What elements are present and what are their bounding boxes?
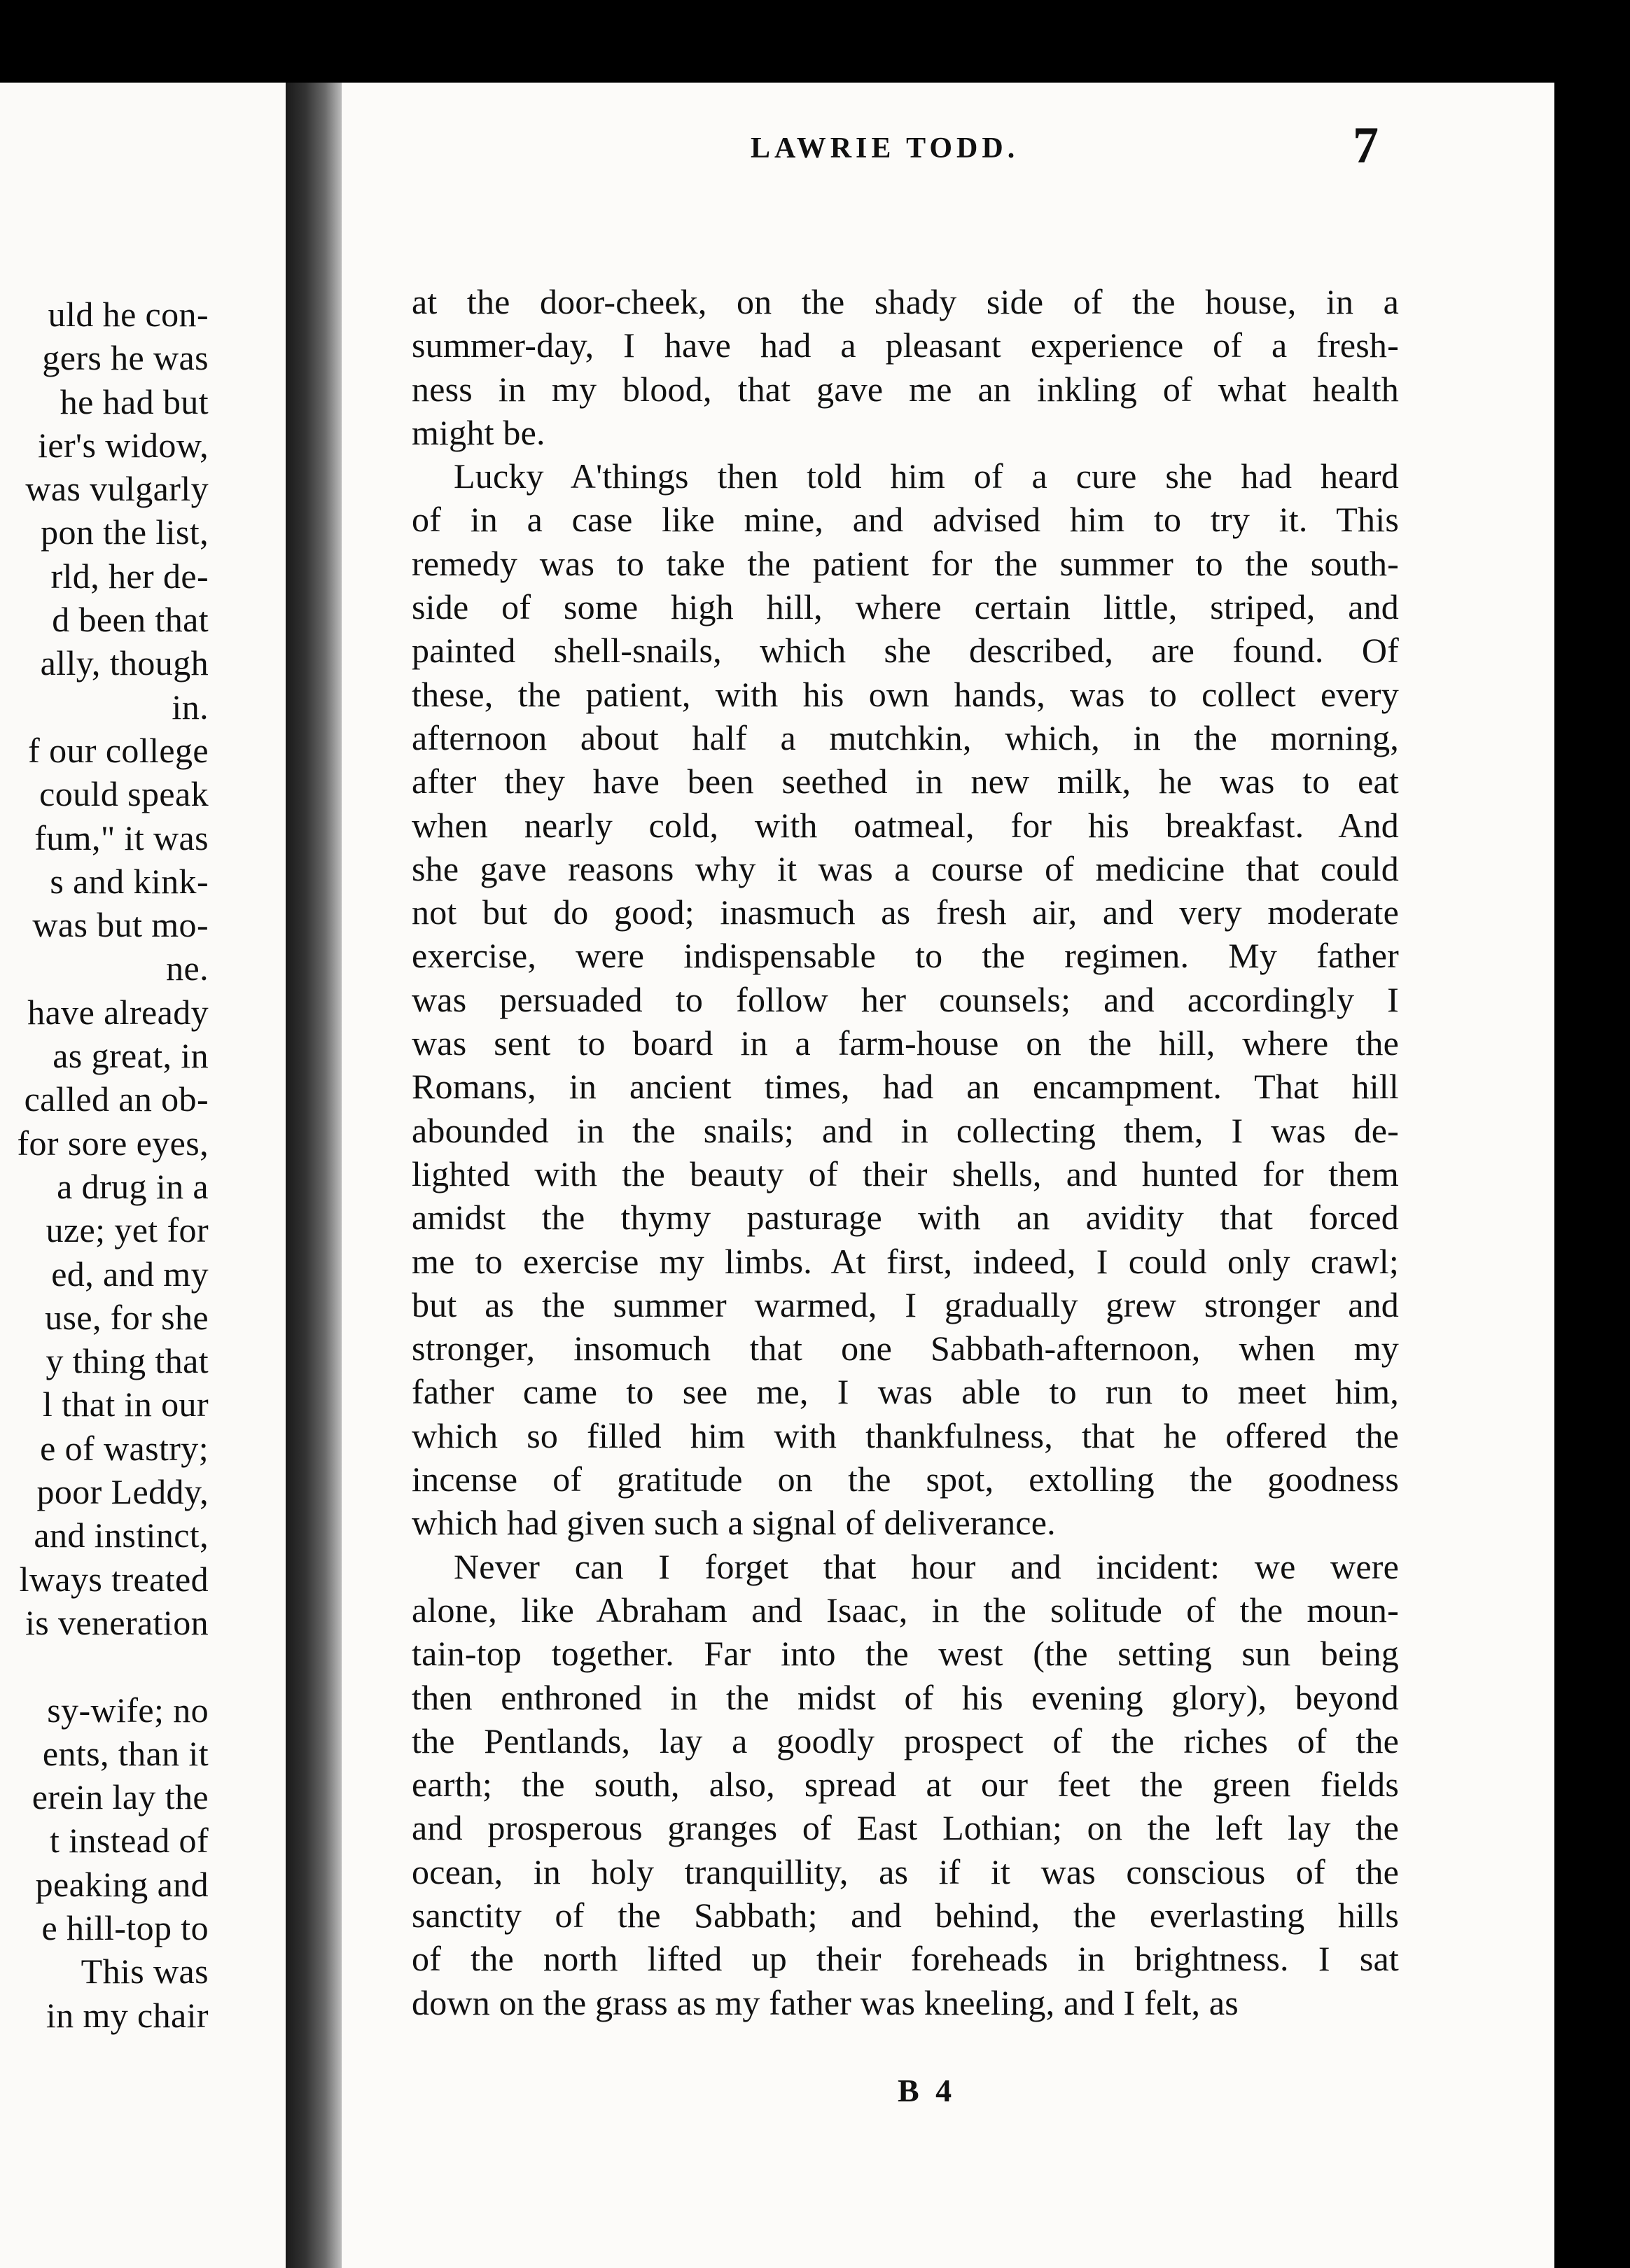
left-page-line: as great, in (53, 1036, 209, 1076)
body-line: sanctity of the Sabbath; and behind, the everlasting hills (412, 1895, 1399, 1935)
left-page-line: was but mo- (32, 905, 209, 945)
body-line: Never can I forget that hour and incident: we were (454, 1546, 1399, 1586)
left-page-line: called an ob- (24, 1079, 209, 1119)
body-line: might be. (412, 412, 545, 452)
body-line: Romans, in ancient times, had an encampment. That hill (412, 1067, 1399, 1107)
body-line: these, the patient, with his own hands, was to collect every (412, 674, 1399, 714)
body-line: Lucky A'things then told him of a cure she had heard (454, 456, 1399, 496)
left-page (0, 83, 286, 2268)
body-line: then enthroned in the midst of his evening glory), beyond (412, 1677, 1399, 1717)
left-page-line: ally, though (40, 643, 209, 683)
left-page-line (17, 1644, 209, 1688)
left-page-line: rld, her de- (50, 556, 209, 596)
left-page-line: lways treated (19, 1559, 209, 1599)
body-line: me to exercise my limbs. At first, indeed, I could only crawl; (412, 1241, 1399, 1281)
left-page-line: use, for she (45, 1297, 209, 1337)
body-line: lighted with the beauty of their shells, and hunted for them (412, 1154, 1399, 1194)
body-line: incense of gratitude on the spot, extolling the goodness (412, 1460, 1399, 1499)
body-line: of in a case like mine, and advised him to try it. This (412, 500, 1399, 540)
left-page-line: a drug in a (57, 1166, 209, 1206)
body-line: remedy was to take the patient for the summer to the south- (412, 543, 1399, 583)
body-line: of the north lifted up their foreheads in brightness. I sat (412, 1939, 1399, 1979)
left-page-line: f our college (28, 730, 209, 770)
left-page-line: y thing that (46, 1341, 209, 1381)
left-page-line: sy-wife; no (47, 1690, 209, 1730)
body-line: alone, like Abraham and Isaac, in the solitude of the moun- (412, 1590, 1399, 1630)
left-page-line: in. (172, 687, 209, 727)
left-page-line: uld he con- (48, 295, 209, 334)
body-line: ocean, in holy tranquillity, as if it was conscious of the (412, 1851, 1399, 1891)
left-page-line: in my chair (46, 1995, 209, 2035)
left-page-line: l that in our (42, 1385, 209, 1424)
body-line: at the door-cheek, on the shady side of the house, in a (412, 282, 1399, 321)
body-line: ness in my blood, that gave me an inkling of what health (412, 369, 1399, 409)
left-page-line: for sore eyes, (17, 1123, 209, 1163)
book-gutter (286, 83, 342, 2268)
left-page-line: could speak (39, 774, 209, 814)
left-page-line: is veneration (25, 1602, 209, 1642)
left-page-line: s and kink- (50, 861, 209, 901)
left-page-line: have already (27, 992, 209, 1032)
left-page-line: ents, than it (42, 1733, 209, 1773)
body-line: she gave reasons why it was a course of medicine that could (412, 848, 1399, 888)
body-line: was sent to board in a farm-house on the hill, where the (412, 1023, 1399, 1063)
left-page-line: uze; yet for (46, 1210, 209, 1250)
left-page-line: fum," it was (34, 818, 209, 858)
left-page-text (17, 293, 209, 2037)
left-page-line: and instinct, (34, 1516, 209, 1555)
body-line: down on the grass as my father was kneeling, and I felt, as (412, 1982, 1239, 2022)
body-line: which so filled him with thankfulness, that he offered the (412, 1415, 1399, 1455)
page-body-text (412, 280, 1399, 2024)
body-line: after they have been seethed in new milk, he was to eat (412, 762, 1399, 802)
body-line: was persuaded to follow her counsels; and accordingly I (412, 979, 1399, 1019)
body-line: earth; the south, also, spread at our feet the green fields (412, 1765, 1399, 1805)
left-page-line: d been that (52, 600, 209, 640)
body-line: father came to see me, I was able to run to meet him, (412, 1372, 1399, 1412)
body-line: summer-day, I have had a pleasant experience of a fresh- (412, 326, 1399, 365)
left-page-line: he had but (60, 382, 209, 421)
left-page-line: This was (81, 1952, 209, 1991)
body-line: when nearly cold, with oatmeal, for his breakfast. And (412, 805, 1399, 845)
left-page-line: pon the list, (41, 512, 209, 552)
left-page-line: ed, and my (51, 1254, 209, 1294)
body-line: which had given such a signal of deliverance. (412, 1503, 1056, 1543)
left-page-line: e of wastry; (40, 1428, 209, 1468)
body-line: and prosperous granges of East Lothian; on the left lay the (412, 1808, 1399, 1848)
body-line: the Pentlands, lay a goodly prospect of the riches of the (412, 1721, 1399, 1760)
page-number: 7 (1353, 117, 1379, 174)
body-line: not but do good; inasmuch as fresh air, and very moderate (412, 892, 1399, 932)
body-line: exercise, were indispensable to the regimen. My father (412, 936, 1399, 976)
body-line: afternoon about half a mutchkin, which, in the morning, (412, 718, 1399, 757)
left-page-line: poor Leddy, (36, 1472, 209, 1512)
left-page-line: gers he was (42, 338, 209, 378)
body-line: stronger, insomuch that one Sabbath-afternoon, when my (412, 1329, 1399, 1368)
left-page-line: ier's widow, (38, 425, 209, 465)
left-page-line: e hill-top to (41, 1907, 209, 1947)
body-line: side of some high hill, where certain little, striped, and (412, 587, 1399, 627)
left-page-line: ne. (166, 948, 209, 988)
body-line: amidst the thymy pasturage with an avidity that forced (412, 1198, 1399, 1238)
left-page-line: erein lay the (32, 1777, 209, 1817)
left-page-line: peaking and (35, 1864, 209, 1904)
body-line: tain-top together. Far into the west (the setting sun being (412, 1634, 1399, 1674)
body-line: painted shell-snails, which she described, are found. Of (412, 631, 1399, 671)
body-line: but as the summer warmed, I gradually grew stronger and (412, 1284, 1399, 1324)
left-page-line: t instead of (50, 1821, 209, 1861)
signature-mark: B 4 (898, 2073, 956, 2108)
running-title: LAWRIE TODD. (751, 132, 1019, 164)
left-page-line: was vulgarly (25, 469, 209, 509)
body-line: abounded in the snails; and in collecting them, I was de- (412, 1110, 1399, 1150)
